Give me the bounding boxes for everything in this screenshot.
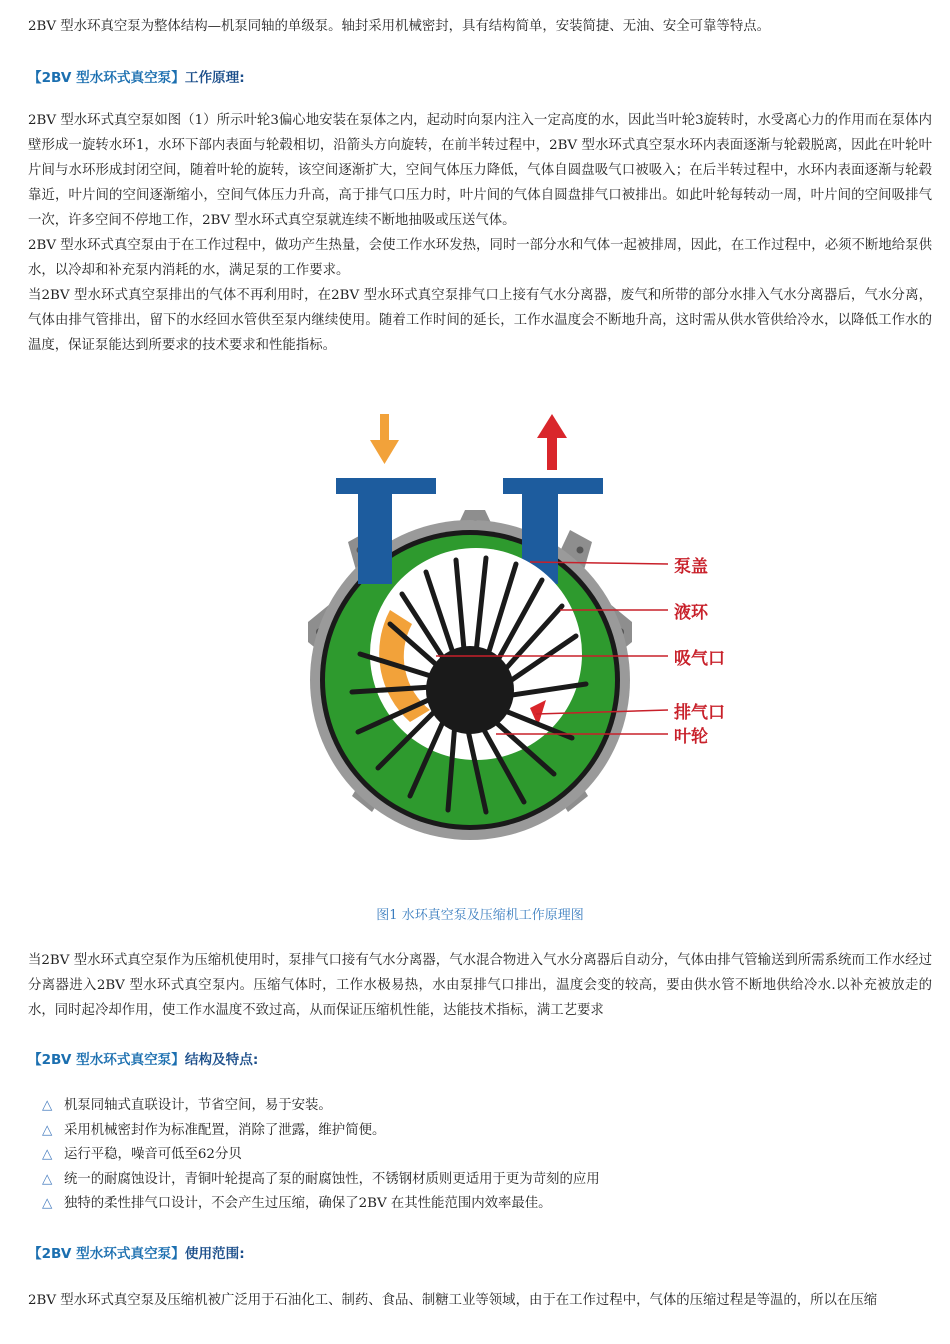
triangle-bullet-icon: △ <box>42 1147 53 1162</box>
triangle-bullet-icon: △ <box>42 1122 53 1138</box>
feature-text: 独特的柔性排气口设计，不会产生过压缩，确保了2BV 在其性能范围内效率最佳。 <box>64 1196 552 1211</box>
triangle-bullet-icon: △ <box>42 1196 53 1211</box>
list-item <box>42 1168 922 1193</box>
pump-diagram-svg <box>260 392 740 852</box>
label-suction-port: 吸气口 <box>674 649 725 669</box>
pump-diagram <box>260 392 740 852</box>
intro-paragraph: 2BV 型水环真空泵为整体结构—机泵同轴的单级泵。轴封采用机械密封，具有结构简单，安装简捷、无油、安全可靠等特点。 <box>28 19 770 34</box>
label-liquid-ring: 液环 <box>674 603 708 623</box>
features-list <box>42 1094 922 1217</box>
heading-rest: 工作原理: <box>184 70 245 86</box>
list-item <box>42 1119 922 1144</box>
list-item <box>42 1192 922 1217</box>
compressor-paragraph: 当2BV 型水环式真空泵作为压缩机使用时，泵排气口接有气水分离器，气水混合物进入气水分离器后自动分，气体由排气管输送到所需系统而工作水经过分离器进入2BV 型水环式真空泵内。压缩气体时，工作水极易热，水由泵排气口排出，温度会变的较高，要由供水管不断地供给冷水.以补充被放走的水，同时起冷却作用，使工作水温度不致过高，从而保证压缩机性能，达能技术指标，满工艺要求 <box>28 953 932 1018</box>
label-pump-cover: 泵盖 <box>674 557 708 577</box>
heading-structure-features <box>28 1048 258 1068</box>
heading-bracket: 【2BV 型水环式真空泵】 <box>28 1246 185 1262</box>
feature-text: 采用机械密封作为标准配置，消除了泄露，维护简便。 <box>64 1122 386 1138</box>
outlet-arrow-icon <box>537 414 567 470</box>
impeller-hub <box>426 646 514 734</box>
heading-bracket: 【2BV 型水环式真空泵】 <box>28 1052 185 1068</box>
triangle-bullet-icon: △ <box>42 1171 53 1187</box>
triangle-bullet-icon: △ <box>42 1098 53 1113</box>
feature-text: 统一的耐腐蚀设计，青铜叶轮提高了泵的耐腐蚀性，不锈钢材质则更适用于更为苛刻的应用 <box>64 1171 600 1187</box>
working-principle-section <box>28 108 932 358</box>
application-paragraph: 2BV 型水环式真空泵及压缩机被广泛用于石油化工、制药、食品、制糖工业等领域，由于在工作过程中，气体的压缩过程是等温的，所以在压缩 <box>28 1293 878 1308</box>
label-impeller: 叶轮 <box>674 727 708 747</box>
heading-bracket: 【2BV 型水环式真空泵】 <box>28 70 185 86</box>
feature-text: 运行平稳，噪音可低至62分贝 <box>64 1147 242 1162</box>
list-item <box>42 1143 922 1168</box>
principle-paragraph-3: 当2BV 型水环式真空泵排出的气体不再利用时，在2BV 型水环式真空泵排气口上接有气水分离器，废气和所带的部分水排入气水分离器后，气水分离，气体由排气管排出，留下的水经回水管供至泵内继续使用。随着工作时间的延长，工作水温度会不断地升高，这时需从供水管供给冷水，以降低工作水的温度，保证泵能达到所要求的技术要求和性能指标。 <box>28 288 932 353</box>
heading-rest: 结构及特点: <box>184 1052 259 1068</box>
heading-application-scope <box>28 1242 245 1262</box>
heading-rest: 使用范围: <box>184 1246 245 1262</box>
figure-caption: 图1 水环真空泵及压缩机工作原理图 <box>376 908 584 923</box>
principle-paragraph-2: 2BV 型水环式真空泵由于在工作过程中，做功产生热量，会使工作水环发热，同时一部分水和气体一起被排周，因此，在工作过程中，必须不断地给泵供水，以冷却和补充泵内消耗的水，满足泵的工作要求。 <box>28 238 932 278</box>
principle-paragraph-1: 2BV 型水环式真空泵如图（1）所示叶轮3偏心地安装在泵体之内，起动时向泵内注入一定高度的水，因此当叶轮3旋转时，水受离心力的作用而在泵体内壁形成一旋转水环1，水环下部内表面与轮毂相切，沿箭头方向旋转，在前半转过程中，2BV 型水环式真空泵水环内表面逐渐与轮毂脱离，因此在叶轮叶片间与水环形成封闭空间，随着叶轮的旋转，该空间逐渐扩大，空间气体压力降低，气体自圆盘吸气口被吸入；在后半转过程中，水环内表面逐渐与轮毂靠近，叶片间的空间逐渐缩小，空间气体压力升高，高于排气口压力时，叶片间的气体自圆盘排气口被排出。如此叶轮每转动一周，叶片间的空间吸排气一次，许多空间不停地工作，2BV 型水环式真空泵就连续不断地抽吸或压送气体。 <box>28 113 932 228</box>
inlet-arrow-icon <box>370 414 399 464</box>
heading-working-principle <box>28 66 245 86</box>
label-discharge-port: 排气口 <box>674 703 725 723</box>
list-item <box>42 1094 922 1119</box>
feature-text: 机泵同轴式直联设计，节省空间，易于安装。 <box>64 1098 332 1113</box>
